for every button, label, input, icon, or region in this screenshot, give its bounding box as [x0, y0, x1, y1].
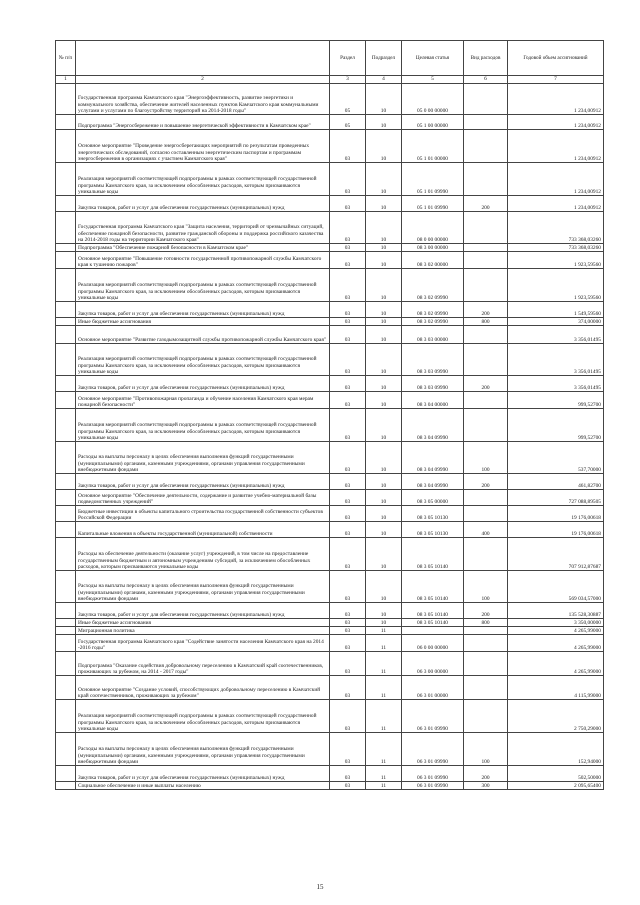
cell-name: Бюджетные инвестиции в объекты капитального строительства государственной собственности субъектов Российской Федерации	[76, 506, 330, 522]
header-section: Раздел	[330, 41, 366, 76]
cell-amount: 19 176,00618	[508, 522, 604, 538]
cell-subsection: 10	[366, 474, 402, 490]
cell-target-article: 05 1 01 00000	[402, 130, 464, 163]
cell-target-article: 08 3 03 09990	[402, 344, 464, 376]
cell-amount: 2 095,65400	[508, 782, 604, 790]
cell-target-article: 06 3 01 00000	[402, 676, 464, 700]
table-row	[56, 130, 604, 163]
cell-subsection: 11	[366, 635, 402, 652]
cell-section: 03	[330, 344, 366, 376]
cell-amount: 1 923,59560	[508, 269, 604, 302]
header-subsection: Подраздел	[366, 41, 402, 76]
cell-name: Государственная программа Камчатского края "Защита населения, территорий от чрезвычайных ситуаций, обеспечение пожарной безопасности, развитие гражданской обороны и поддержка российского казачества на 2014-2018 годы на территории Камчатского края"	[76, 212, 330, 244]
cell-name: Государственная программа Камчатского края "Энергоэффективность, развитие энергетики и коммунального хозяйства, обеспечение жителей населенных пунктов Камчатского края коммунальными услугами и услугами по благоустройству территорий на 2014-2018 годы"	[76, 84, 330, 115]
cell-amount: 1 923,59560	[508, 252, 604, 269]
cell-section: 03	[330, 376, 366, 392]
cell-number	[56, 782, 76, 790]
header-expense-type: Вид расходов	[464, 41, 508, 76]
cell-subsection: 10	[366, 392, 402, 409]
cell-number	[56, 269, 76, 302]
cell-expense-type: 200	[464, 302, 508, 318]
cell-number	[56, 409, 76, 442]
cell-name: Расходы на выплаты персоналу в целях обеспечения выполнения функций государственными (муниципальными) органами, казенными учреждениями, органами управления государственными внебюджетными фондами	[76, 571, 330, 603]
cell-name: Закупка товаров, работ и услуг для обеспечения государственных (муниципальных) нужд	[76, 196, 330, 212]
table-row	[56, 409, 604, 442]
cell-name: Расходы на обеспечение деятельности (оказание услуг) учреждений, в том числе на предоставление государственным бюджетным и автономным учреждениям субсидий, за исключением обособленных расходов, которым присваиваются уникальные коды	[76, 538, 330, 571]
cell-amount: 1 549,59560	[508, 302, 604, 318]
cell-name: Основное мероприятие "Противопожарная пропаганда и обучение населения Камчатского края мерам пожарной безопасности"	[76, 392, 330, 409]
header-target-article: Целевая статья	[402, 41, 464, 76]
column-number: 2	[76, 76, 330, 84]
cell-number	[56, 326, 76, 344]
cell-expense-type	[464, 163, 508, 196]
cell-amount: 461,82700	[508, 474, 604, 490]
table-row	[56, 376, 604, 392]
cell-number	[56, 506, 76, 522]
cell-name: Закупка товаров, работ и услуг для обеспечения государственных (муниципальных) нужд	[76, 766, 330, 782]
cell-section: 03	[330, 522, 366, 538]
cell-subsection: 10	[366, 196, 402, 212]
table-row	[56, 252, 604, 269]
cell-section: 03	[330, 212, 366, 244]
column-number: 7	[508, 76, 604, 84]
cell-name: Закупка товаров, работ и услуг для обеспечения государственных (муниципальных) нужд	[76, 603, 330, 619]
budget-table-sheet	[55, 40, 603, 790]
cell-section: 03	[330, 700, 366, 733]
cell-number	[56, 474, 76, 490]
cell-expense-type	[464, 506, 508, 522]
cell-target-article: 08 3 02 09990	[402, 302, 464, 318]
cell-expense-type	[464, 538, 508, 571]
cell-number	[56, 130, 76, 163]
cell-section: 03	[330, 652, 366, 676]
cell-amount: 733 368,03260	[508, 244, 604, 252]
cell-section: 05	[330, 84, 366, 115]
table-row	[56, 522, 604, 538]
cell-section: 03	[330, 392, 366, 409]
cell-name: Закупка товаров, работ и услуг для обеспечения государственных (муниципальных) нужд	[76, 376, 330, 392]
cell-name: Закупка товаров, работ и услуг для обеспечения государственных (муниципальных) нужд	[76, 302, 330, 318]
cell-number	[56, 344, 76, 376]
cell-section: 03	[330, 676, 366, 700]
cell-number	[56, 538, 76, 571]
cell-target-article: 05 1 00 00000	[402, 115, 464, 130]
column-number: 1	[56, 76, 76, 84]
cell-amount: 4 265,99000	[508, 627, 604, 635]
cell-number	[56, 163, 76, 196]
cell-section: 03	[330, 163, 366, 196]
cell-section: 03	[330, 490, 366, 506]
cell-section: 03	[330, 269, 366, 302]
cell-number	[56, 627, 76, 635]
cell-subsection: 10	[366, 506, 402, 522]
cell-section: 03	[330, 252, 366, 269]
cell-expense-type: 200	[464, 196, 508, 212]
cell-number	[56, 115, 76, 130]
cell-subsection: 11	[366, 676, 402, 700]
cell-expense-type: 400	[464, 522, 508, 538]
cell-number	[56, 676, 76, 700]
cell-number	[56, 442, 76, 474]
cell-number	[56, 392, 76, 409]
cell-amount: 3 350,00000	[508, 619, 604, 627]
header-name	[76, 41, 330, 76]
cell-subsection: 10	[366, 344, 402, 376]
table-row	[56, 538, 604, 571]
cell-name: Расходы на выплаты персоналу в целях обеспечения выполнения функций государственными (муниципальными) органами, казенными учреждениями, органами управления государственными внебюджетными фондами	[76, 733, 330, 766]
cell-expense-type: 300	[464, 782, 508, 790]
cell-name: Реализация мероприятий соответствующей подпрограммы в рамках соответствующей государственной программы Камчатского края, за исключением обособленных расходов, которым присваиваются уникальные коды	[76, 700, 330, 733]
cell-expense-type	[464, 212, 508, 244]
cell-target-article: 06 3 01 09990	[402, 700, 464, 733]
cell-subsection: 10	[366, 269, 402, 302]
table-row	[56, 269, 604, 302]
cell-number	[56, 318, 76, 326]
table-row	[56, 733, 604, 766]
cell-subsection: 10	[366, 84, 402, 115]
cell-subsection: 10	[366, 244, 402, 252]
cell-section: 03	[330, 474, 366, 490]
cell-subsection: 10	[366, 318, 402, 326]
cell-section: 03	[330, 506, 366, 522]
cell-subsection: 11	[366, 627, 402, 635]
cell-subsection: 11	[366, 700, 402, 733]
cell-amount: 1 234,00912	[508, 130, 604, 163]
cell-number	[56, 522, 76, 538]
cell-amount: 4 265,99000	[508, 635, 604, 652]
cell-target-article: 08 3 02 00000	[402, 252, 464, 269]
cell-section: 03	[330, 130, 366, 163]
cell-section: 03	[330, 627, 366, 635]
cell-section: 03	[330, 603, 366, 619]
cell-target-article: 05 0 00 00000	[402, 84, 464, 115]
cell-subsection: 10	[366, 490, 402, 506]
cell-expense-type	[464, 409, 508, 442]
cell-name: Подпрограмма "Энергосбережение и повышение энергетической эффективности в Камчатском крае"	[76, 115, 330, 130]
cell-number	[56, 490, 76, 506]
table-row	[56, 490, 604, 506]
cell-section: 03	[330, 244, 366, 252]
table-row	[56, 302, 604, 318]
table-row	[56, 676, 604, 700]
cell-amount: 4 265,99000	[508, 652, 604, 676]
cell-name: Основное мероприятие "Проведение энергосберегающих мероприятий по результатам проведенных энергетических обследований, согласно составленным энергетическим паспортам и программам энергосбережения в организациях с участием Камчатского края"	[76, 130, 330, 163]
cell-number	[56, 766, 76, 782]
cell-amount: 1 234,00912	[508, 84, 604, 115]
cell-expense-type	[464, 490, 508, 506]
table-row	[56, 766, 604, 782]
cell-target-article: 06 3 01 09990	[402, 782, 464, 790]
cell-target-article: 08 3 03 09990	[402, 376, 464, 392]
cell-amount: 374,00000	[508, 318, 604, 326]
cell-amount: 569 034,57000	[508, 571, 604, 603]
table-row	[56, 506, 604, 522]
cell-expense-type: 100	[464, 442, 508, 474]
cell-section: 03	[330, 782, 366, 790]
cell-expense-type	[464, 652, 508, 676]
cell-expense-type	[464, 392, 508, 409]
table-row	[56, 627, 604, 635]
cell-target-article: 08 0 00 00000	[402, 212, 464, 244]
table-row	[56, 244, 604, 252]
cell-target-article: 08 3 02 09990	[402, 318, 464, 326]
header-annual-amount: Годовой объем ассигнований	[508, 41, 604, 76]
cell-name: Социальное обеспечение и иные выплаты населению	[76, 782, 330, 790]
cell-expense-type: 100	[464, 571, 508, 603]
cell-target-article: 08 3 03 00000	[402, 326, 464, 344]
cell-number	[56, 196, 76, 212]
cell-number	[56, 603, 76, 619]
cell-amount: 1 234,00912	[508, 163, 604, 196]
cell-expense-type: 200	[464, 766, 508, 782]
cell-expense-type	[464, 115, 508, 130]
cell-expense-type	[464, 700, 508, 733]
cell-target-article: 08 3 05 10140	[402, 571, 464, 603]
cell-subsection: 10	[366, 212, 402, 244]
cell-amount: 1 234,00912	[508, 115, 604, 130]
cell-expense-type	[464, 635, 508, 652]
cell-amount: 152,94000	[508, 733, 604, 766]
cell-amount: 3 356,01495	[508, 376, 604, 392]
cell-section: 05	[330, 115, 366, 130]
cell-section: 03	[330, 318, 366, 326]
cell-amount: 733 368,03260	[508, 212, 604, 244]
cell-amount: 999,52700	[508, 392, 604, 409]
cell-subsection: 10	[366, 115, 402, 130]
cell-expense-type	[464, 252, 508, 269]
table-row	[56, 84, 604, 115]
column-number: 4	[366, 76, 402, 84]
cell-amount: 2 750,29000	[508, 700, 604, 733]
cell-amount: 707 912,87687	[508, 538, 604, 571]
cell-name: Основное мероприятие "Создание условий, способствующих добровольному переселению в Камчатский край соотечественников, проживающих за рубежом"	[76, 676, 330, 700]
cell-target-article: 06 0 00 00000	[402, 635, 464, 652]
page-number: 15	[316, 883, 324, 891]
cell-name: Реализация мероприятий соответствующей подпрограммы в рамках соответствующей государственной программы Камчатского края, за исключением обособленных расходов, которым присваиваются уникальные коды	[76, 163, 330, 196]
cell-section: 03	[330, 635, 366, 652]
cell-name: Основное мероприятие "Развитие газодымозащитной службы противопожарной службы Камчатского края"	[76, 326, 330, 344]
table-row	[56, 392, 604, 409]
budget-table	[55, 40, 604, 790]
cell-subsection: 10	[366, 376, 402, 392]
cell-section: 03	[330, 302, 366, 318]
cell-target-article: 08 3 04 09990	[402, 409, 464, 442]
cell-name: Миграционная политика	[76, 627, 330, 635]
cell-subsection: 10	[366, 442, 402, 474]
cell-expense-type	[464, 326, 508, 344]
cell-target-article: 08 3 05 10140	[402, 619, 464, 627]
cell-amount: 3 356,01495	[508, 326, 604, 344]
table-row	[56, 442, 604, 474]
cell-number	[56, 635, 76, 652]
cell-target-article: 08 3 05 10140	[402, 538, 464, 571]
cell-target-article: 06 3 00 00000	[402, 652, 464, 676]
cell-expense-type: 200	[464, 376, 508, 392]
cell-expense-type	[464, 130, 508, 163]
cell-expense-type: 200	[464, 603, 508, 619]
cell-subsection: 10	[366, 619, 402, 627]
cell-number	[56, 733, 76, 766]
cell-subsection: 10	[366, 522, 402, 538]
cell-amount: 727 088,89505	[508, 490, 604, 506]
table-row	[56, 115, 604, 130]
cell-amount: 999,52700	[508, 409, 604, 442]
cell-expense-type: 100	[464, 733, 508, 766]
cell-name: Реализация мероприятий соответствующей подпрограммы в рамках соответствующей государственной программы Камчатского края, за исключением обособленных расходов, которым присваиваются уникальные коды	[76, 409, 330, 442]
header-number: № п/п	[56, 41, 76, 76]
table-row	[56, 700, 604, 733]
cell-section: 03	[330, 619, 366, 627]
cell-amount: 135 528,30887	[508, 603, 604, 619]
cell-subsection: 10	[366, 538, 402, 571]
cell-target-article	[402, 627, 464, 635]
column-number: 6	[464, 76, 508, 84]
cell-name: Подпрограмма "Оказание содействия добровольному переселению в Камчатский край соотечественников, проживающих за рубежом, на 2014 - 2017 годы"	[76, 652, 330, 676]
column-number-row	[56, 76, 604, 84]
cell-name: Основное мероприятие "Повышение готовности государственной противопожарной службы Камчатского края к тушению пожаров"	[76, 252, 330, 269]
cell-subsection: 10	[366, 130, 402, 163]
cell-amount: 4 115,99000	[508, 676, 604, 700]
cell-amount: 19 176,00618	[508, 506, 604, 522]
cell-number	[56, 571, 76, 603]
cell-section: 03	[330, 196, 366, 212]
cell-section: 03	[330, 442, 366, 474]
cell-amount: 537,70000	[508, 442, 604, 474]
cell-target-article: 06 3 01 09990	[402, 733, 464, 766]
table-row	[56, 163, 604, 196]
cell-number	[56, 376, 76, 392]
cell-subsection: 10	[366, 409, 402, 442]
cell-number	[56, 619, 76, 627]
cell-name: Государственная программа Камчатского края "Содействие занятости населения Камчатского края на 2014 -2016 годы"	[76, 635, 330, 652]
cell-target-article: 08 3 05 10130	[402, 522, 464, 538]
cell-subsection: 10	[366, 302, 402, 318]
cell-subsection: 10	[366, 163, 402, 196]
column-number: 5	[402, 76, 464, 84]
table-row	[56, 619, 604, 627]
cell-target-article: 08 3 02 09990	[402, 269, 464, 302]
cell-amount: 502,50000	[508, 766, 604, 782]
cell-target-article: 08 3 04 09990	[402, 474, 464, 490]
cell-number	[56, 212, 76, 244]
cell-number	[56, 302, 76, 318]
column-number: 3	[330, 76, 366, 84]
cell-target-article: 08 3 00 00000	[402, 244, 464, 252]
cell-number	[56, 252, 76, 269]
cell-subsection: 11	[366, 766, 402, 782]
cell-expense-type	[464, 269, 508, 302]
cell-name: Реализация мероприятий соответствующей подпрограммы в рамках соответствующей государственной программы Камчатского края, за исключением обособленных расходов, которым присваиваются уникальные коды	[76, 269, 330, 302]
table-row	[56, 318, 604, 326]
cell-expense-type: 200	[464, 474, 508, 490]
cell-name: Подпрограмма "Обеспечение пожарной безопасности в Камчатском крае"	[76, 244, 330, 252]
cell-target-article: 08 3 05 10140	[402, 603, 464, 619]
table-row	[56, 635, 604, 652]
cell-section: 03	[330, 409, 366, 442]
cell-section: 03	[330, 766, 366, 782]
cell-expense-type	[464, 627, 508, 635]
cell-section: 03	[330, 733, 366, 766]
cell-expense-type	[464, 84, 508, 115]
cell-target-article: 05 1 01 09990	[402, 163, 464, 196]
table-row	[56, 344, 604, 376]
table-row	[56, 196, 604, 212]
cell-number	[56, 244, 76, 252]
table-row	[56, 326, 604, 344]
cell-name: Реализация мероприятий соответствующей подпрограммы в рамках соответствующей государственной программы Камчатского края, за исключением обособленных расходов, которым присваиваются уникальные коды	[76, 344, 330, 376]
cell-name: Иные бюджетные ассигнования	[76, 619, 330, 627]
table-row	[56, 652, 604, 676]
cell-subsection: 10	[366, 326, 402, 344]
cell-subsection: 10	[366, 603, 402, 619]
table-body	[56, 84, 604, 790]
cell-name: Основное мероприятие "Обеспечение деятельности, содержание и развитие учебно-материальной базы подведомственных учреждений"	[76, 490, 330, 506]
cell-expense-type: 800	[464, 619, 508, 627]
cell-subsection: 11	[366, 733, 402, 766]
table-row	[56, 212, 604, 244]
cell-target-article: 08 3 05 10130	[402, 506, 464, 522]
cell-section: 03	[330, 538, 366, 571]
table-header-row	[56, 41, 604, 76]
cell-expense-type	[464, 344, 508, 376]
table-row	[56, 782, 604, 790]
cell-number	[56, 84, 76, 115]
table-row	[56, 603, 604, 619]
cell-name: Закупка товаров, работ и услуг для обеспечения государственных (муниципальных) нужд	[76, 474, 330, 490]
cell-expense-type	[464, 676, 508, 700]
cell-target-article: 08 3 04 00000	[402, 392, 464, 409]
cell-name: Расходы на выплаты персоналу в целях обеспечения выполнения функций государственными (муниципальными) органами, казенными учреждениями, органами управления государственными внебюджетными фондами	[76, 442, 330, 474]
cell-subsection: 11	[366, 782, 402, 790]
cell-name: Иные бюджетные ассигнования	[76, 318, 330, 326]
table-row	[56, 571, 604, 603]
cell-subsection: 10	[366, 252, 402, 269]
cell-section: 03	[330, 571, 366, 603]
cell-amount: 3 356,01495	[508, 344, 604, 376]
cell-number	[56, 700, 76, 733]
cell-target-article: 05 1 01 09990	[402, 196, 464, 212]
cell-number	[56, 652, 76, 676]
cell-subsection: 10	[366, 571, 402, 603]
table-row	[56, 474, 604, 490]
cell-name: Капитальные вложения в объекты государственной (муниципальной) собственности	[76, 522, 330, 538]
cell-target-article: 08 3 05 00000	[402, 490, 464, 506]
cell-expense-type: 800	[464, 318, 508, 326]
cell-expense-type	[464, 244, 508, 252]
cell-subsection: 11	[366, 652, 402, 676]
cell-target-article: 08 3 04 09990	[402, 442, 464, 474]
cell-target-article: 06 3 01 09990	[402, 766, 464, 782]
cell-amount: 1 234,00912	[508, 196, 604, 212]
cell-section: 03	[330, 326, 366, 344]
